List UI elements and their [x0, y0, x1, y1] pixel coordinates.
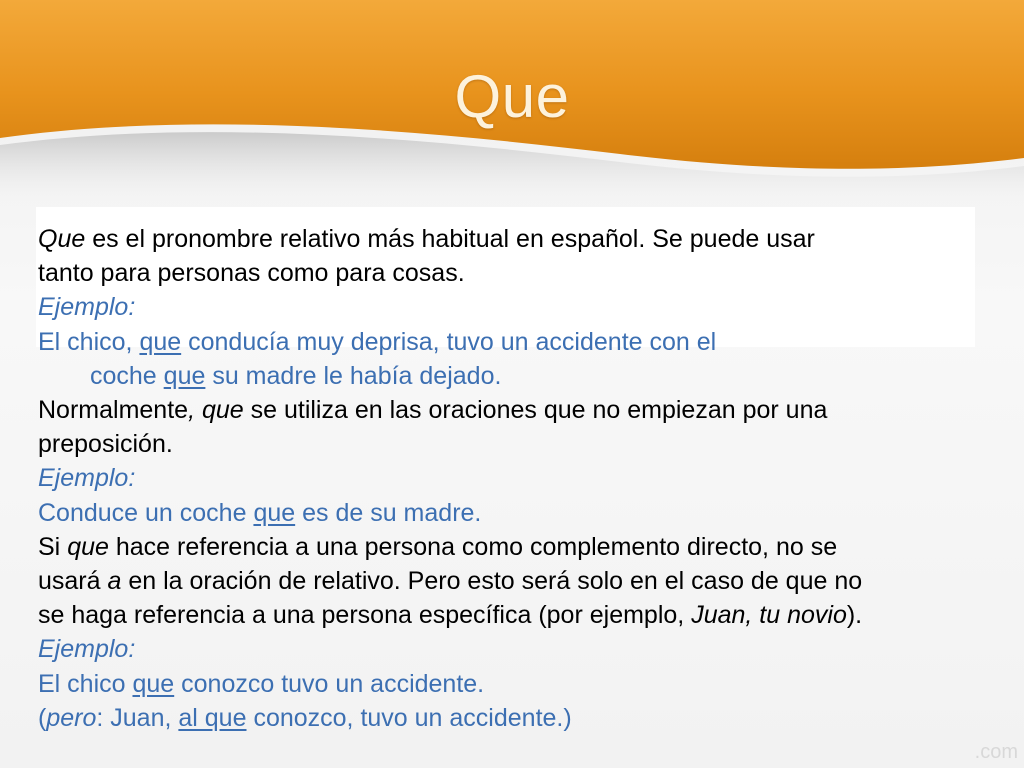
text-segment: El chico,	[38, 327, 140, 356]
text-segment: Ejemplo:	[38, 635, 136, 664]
text-line	[38, 290, 998, 324]
text-segment: Conduce un coche	[38, 498, 254, 527]
text-segment: usará	[38, 567, 108, 596]
text-line	[38, 222, 998, 256]
text-line	[38, 461, 998, 495]
text-line	[38, 667, 998, 701]
text-segment: pero	[46, 703, 97, 732]
text-segment: al que	[178, 703, 247, 732]
text-line	[38, 393, 998, 427]
text-line	[38, 598, 998, 632]
text-line	[38, 530, 998, 564]
text-segment: a	[107, 567, 122, 596]
text-segment: Ejemplo:	[38, 464, 136, 493]
text-segment: es de su madre.	[295, 498, 482, 527]
text-segment: Juan, tu novio	[691, 601, 847, 630]
text-segment: conozco tuvo un accidente.	[174, 669, 485, 698]
text-line	[38, 359, 998, 393]
text-segment: conducía muy deprisa, tuvo un accidente con el	[181, 327, 717, 356]
watermark: .com	[974, 741, 1018, 763]
text-segment: El chico	[38, 669, 133, 698]
text-line	[38, 632, 998, 666]
text-segment: (	[38, 703, 47, 732]
text-segment: coche	[90, 361, 164, 390]
text-segment: que	[139, 327, 182, 356]
text-segment: Si	[38, 532, 68, 561]
text-line	[38, 564, 998, 598]
text-segment: hace referencia a una persona como complemento directo, no se	[108, 532, 838, 561]
text-segment: se utiliza en las oraciones que no empiezan por una	[243, 396, 828, 425]
text-segment: : Juan,	[96, 703, 179, 732]
text-segment: que	[67, 532, 109, 561]
text-segment: preposición.	[38, 430, 173, 459]
text-segment: Normalmente	[38, 396, 189, 425]
text-segment: es el pronombre relativo más habitual en español. Se puede usar	[85, 225, 815, 253]
text-segment: tanto para personas como para cosas.	[38, 259, 465, 288]
text-segment: ).	[846, 601, 863, 630]
text-segment: se haga referencia a una persona específica (por ejemplo,	[38, 601, 692, 630]
text-segment: que	[253, 498, 296, 527]
text-segment: que	[132, 669, 175, 698]
text-segment: su madre le había dejado.	[205, 361, 502, 390]
body-text	[38, 222, 998, 735]
text-line	[38, 427, 998, 461]
text-line	[38, 325, 998, 359]
text-line	[38, 701, 998, 735]
text-segment: conozco, tuvo un accidente.)	[246, 703, 572, 732]
text-segment: , que	[188, 396, 244, 425]
text-segment: que	[163, 361, 206, 390]
text-line	[38, 256, 998, 290]
text-segment: Que	[38, 225, 86, 253]
slide-title: Que	[454, 63, 570, 130]
text-segment: en la oración de relativo. Pero esto será solo en el caso de que no	[121, 567, 863, 596]
text-segment: Ejemplo:	[38, 293, 136, 322]
text-line	[38, 496, 998, 530]
